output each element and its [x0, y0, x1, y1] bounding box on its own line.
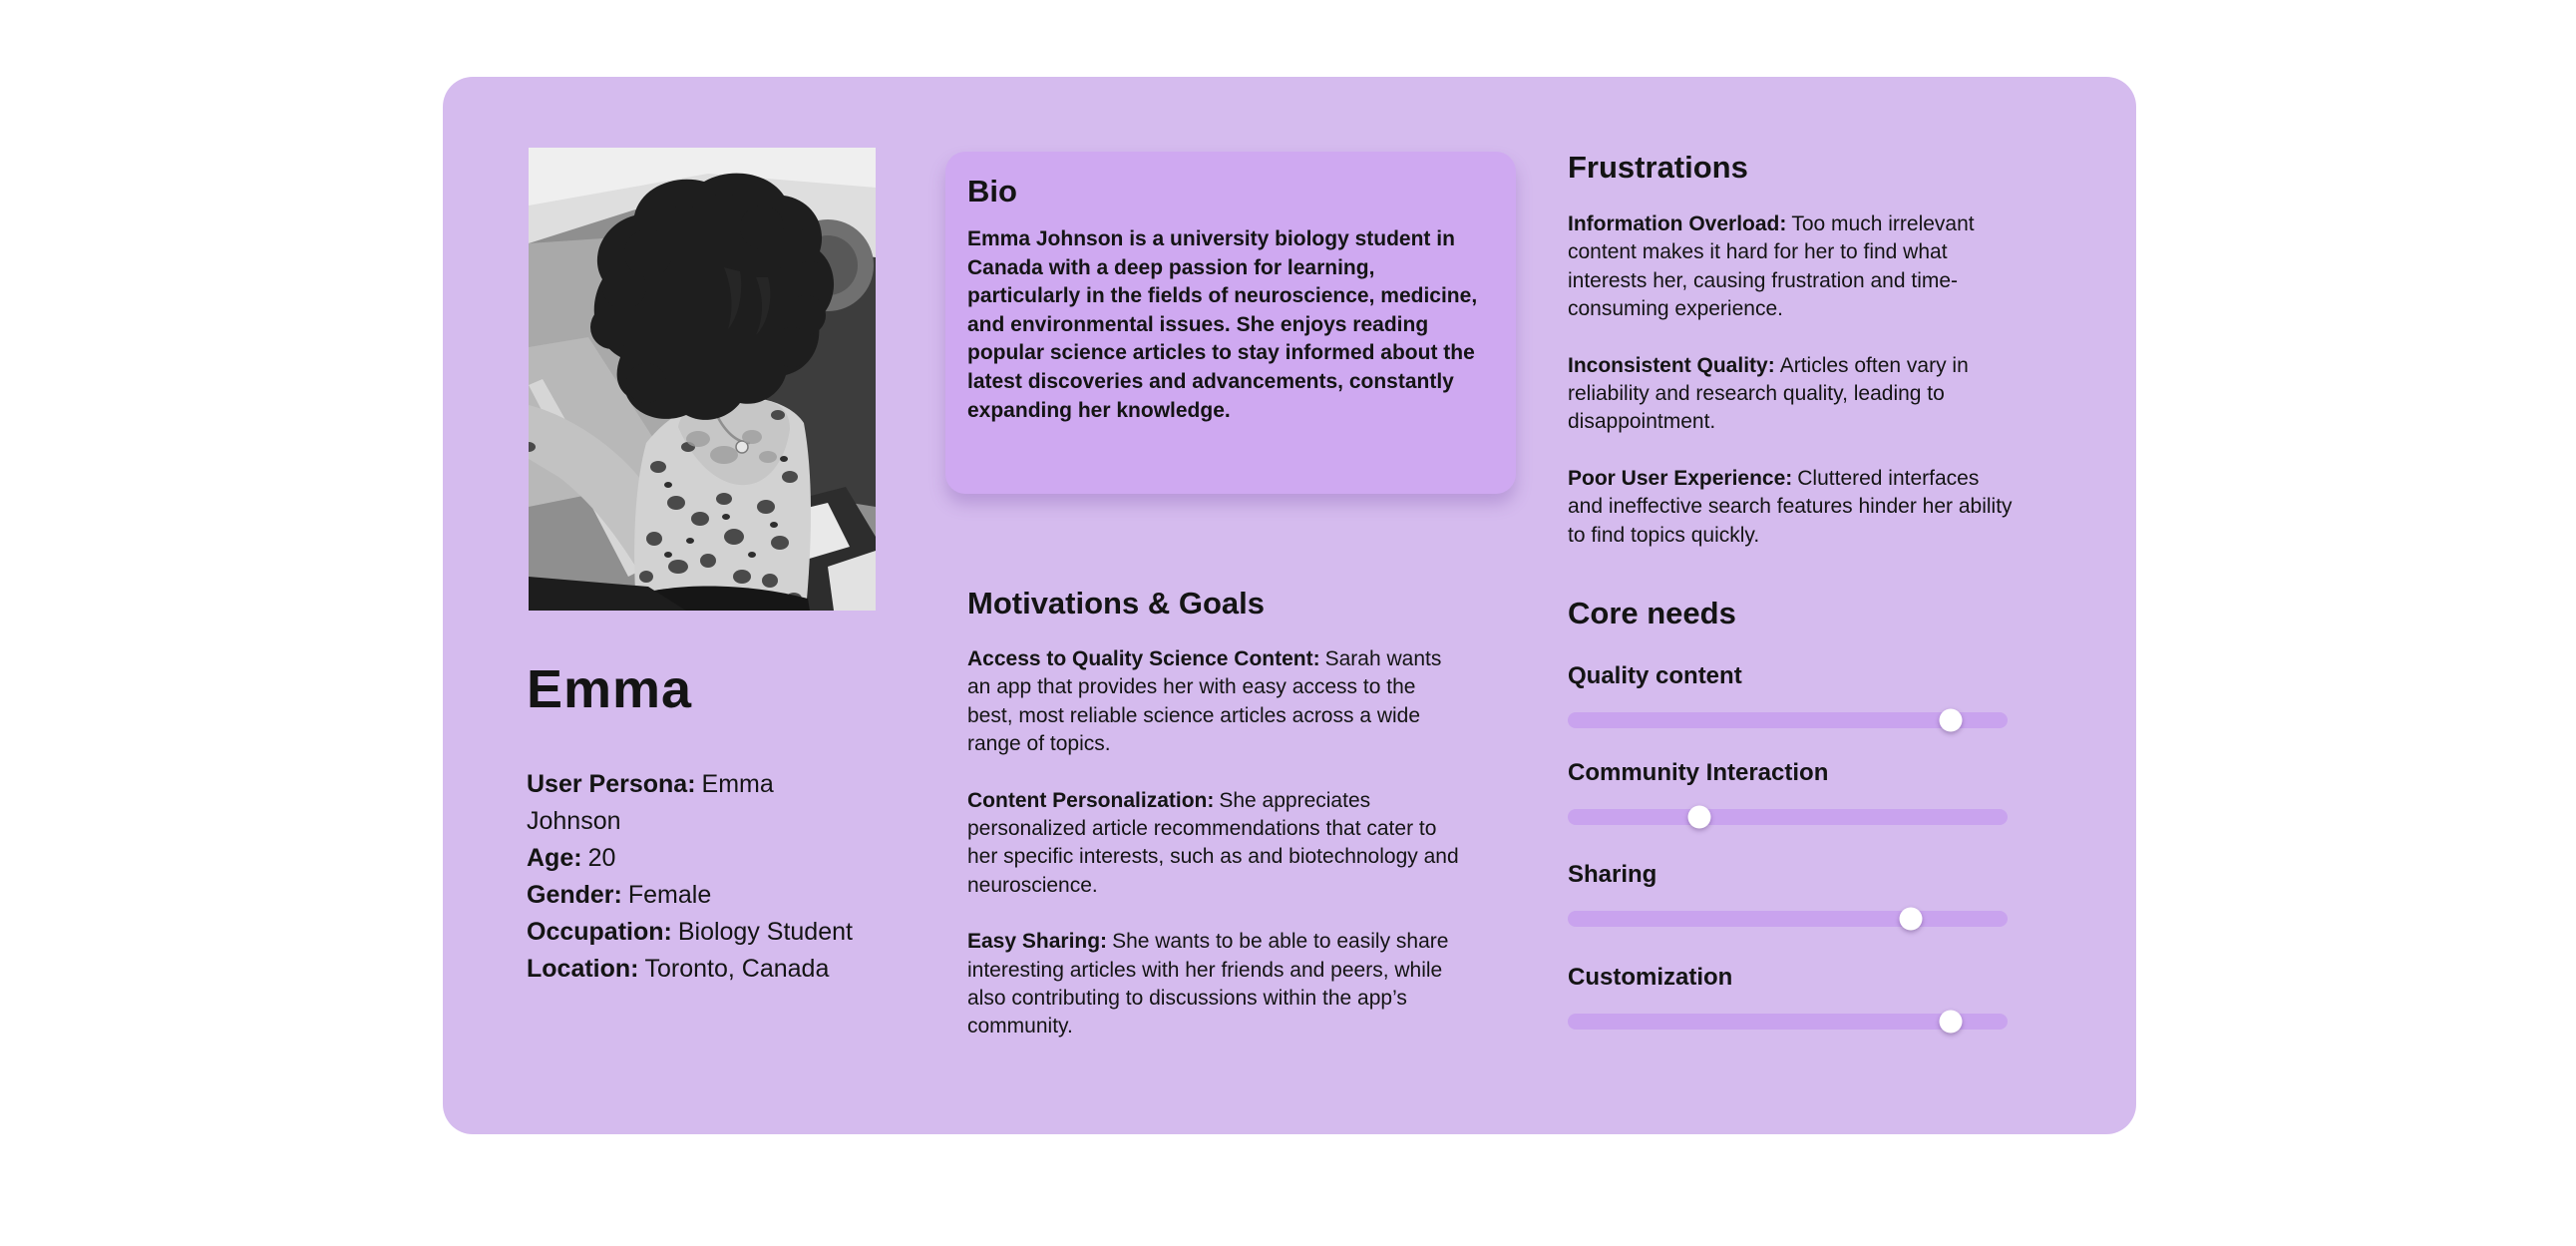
frustration-text: Cluttered interfaces and ineffective search features hinder her ability to find topics quickly. [1568, 466, 2013, 547]
bio-title: Bio [967, 174, 1017, 208]
bio-text: Emma Johnson is a university biology student in Canada with a deep passion for learning, particularly in the fields of neuroscience, medicine, and environmental issues. She enjoys reading popular science articles to stay informed about the latest discoveries and advancements, constantly expanding her knowledge. [967, 227, 1478, 422]
frustrations-title: Frustrations [1568, 150, 1748, 185]
frustration-lead: Poor User Experience: [1568, 466, 1793, 490]
slider-thumb-1[interactable] [1688, 806, 1711, 829]
slider-label: Customization [1568, 964, 1733, 991]
slider-track[interactable] [1568, 911, 2008, 927]
persona-photo-illustration [529, 148, 876, 611]
detail-value: Emma Johnson [527, 770, 774, 835]
frustration-item [1568, 465, 2017, 550]
persona-card [443, 77, 2136, 1134]
detail-label: Location: [527, 955, 639, 983]
motivation-text: She appreciates personalized article recommendations that cater to her specific interests, such as and biotechnology and neuroscience. [967, 788, 1459, 897]
motivation-text: Sarah wants an app that provides her with easy access to the best, most reliable science articles across a wide range of topics. [967, 647, 1442, 756]
slider-thumb-0[interactable] [1939, 709, 1962, 732]
detail-label: Age: [527, 844, 582, 872]
detail-occupation [527, 914, 856, 951]
slider-community-interaction [1568, 758, 2008, 825]
slider-thumb-2[interactable] [1899, 908, 1922, 931]
detail-gender [527, 877, 856, 914]
core-needs-section [1568, 594, 2017, 1062]
detail-label: Gender: [527, 881, 622, 909]
motivation-text: She wants to be able to easily share interesting articles with her friends and peers, while also contributing to discussions within the app’s community. [967, 930, 1449, 1038]
motivation-item [967, 928, 1466, 1041]
slider-customization [1568, 963, 2008, 1030]
detail-age [527, 840, 856, 877]
frustration-item [1568, 352, 2017, 437]
frustration-item [1568, 210, 2017, 324]
motivation-lead: Content Personalization: [967, 788, 1215, 812]
detail-value: Biology Student [677, 918, 853, 946]
frustration-lead: Inconsistent Quality: [1568, 353, 1775, 377]
bio-panel [945, 152, 1516, 494]
frustration-text: Articles often vary in reliability and research quality, leading to disappointment. [1568, 353, 1969, 434]
slider-label: Quality content [1568, 662, 1742, 689]
slider-label: Community Interaction [1568, 759, 1829, 786]
slider-track[interactable] [1568, 712, 2008, 728]
slider-track[interactable] [1568, 1014, 2008, 1030]
slider-label: Sharing [1568, 861, 1657, 888]
detail-label: User Persona: [527, 770, 696, 798]
slider-thumb-3[interactable] [1939, 1011, 1962, 1034]
slider-track[interactable] [1568, 809, 2008, 825]
detail-value: Toronto, Canada [644, 955, 830, 983]
detail-value: Female [627, 881, 712, 909]
persona-name: Emma [527, 659, 693, 719]
frustration-lead: Information Overload: [1568, 212, 1787, 235]
motivation-lead: Access to Quality Science Content: [967, 647, 1320, 670]
motivations-title: Motivations & Goals [967, 586, 1265, 621]
frustrations-section [1568, 148, 2017, 578]
persona-photo [529, 148, 876, 611]
motivation-item [967, 787, 1466, 901]
slider-sharing [1568, 860, 2008, 927]
frustration-text: Too much irrelevant content makes it hard for her to find what interests her, causing frustration and time-consuming experience. [1568, 212, 1975, 321]
detail-location [527, 951, 856, 988]
detail-value: 20 [587, 844, 616, 872]
core-needs-title: Core needs [1568, 596, 1736, 630]
detail-user-persona [527, 766, 856, 840]
motivation-item [967, 645, 1466, 759]
persona-details [527, 766, 856, 988]
motivations-section [967, 584, 1466, 1069]
motivation-lead: Easy Sharing: [967, 930, 1108, 954]
slider-quality-content [1568, 661, 2008, 728]
detail-label: Occupation: [527, 918, 672, 946]
